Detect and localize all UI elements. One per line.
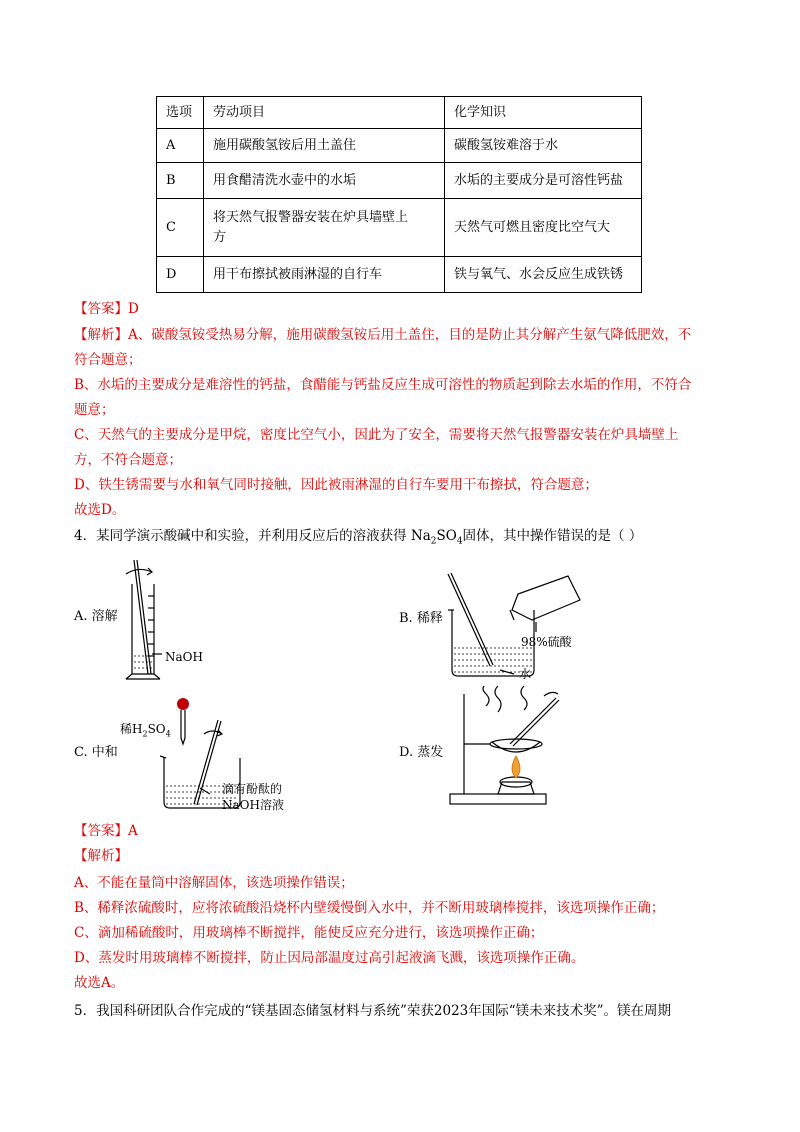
row-item-line1: 将天然气报警器安装在炉具墙壁上 <box>213 209 409 225</box>
header-option: 选项 <box>157 97 204 129</box>
answer-value: D <box>128 301 139 317</box>
table-header-row <box>157 97 642 129</box>
analysis-text: A、碳酸氢铵受热易分解，施用碳酸氢铵后用土盖住，目的是防止其分解产生氨气降低肥效，不 <box>128 327 692 343</box>
q3-analysis-line: 符合题意； <box>74 352 142 368</box>
q4-analysis-line: B、稀释浓硫酸时，应将浓硫酸沿烧杯内壁缓慢倒入水中，并不断用玻璃棒搅拌，该选项操作正确； <box>74 900 665 916</box>
rotation-arrow <box>544 692 558 696</box>
table-row <box>157 199 642 257</box>
dropper-bulb <box>177 698 189 710</box>
acid-subscript: 2 <box>142 729 148 739</box>
option-a-label: A. 溶解 <box>74 609 118 624</box>
header-labor-item: 劳动项目 <box>204 97 445 129</box>
q4-stem <box>74 526 642 552</box>
alcohol-lamp <box>498 782 534 794</box>
row-option: D <box>157 257 204 293</box>
row-option: C <box>157 199 204 257</box>
acid-part: 稀H <box>120 722 143 736</box>
q4-answer <box>74 821 138 841</box>
dilution-figure <box>440 570 590 682</box>
row-option: B <box>157 163 204 199</box>
row-item <box>204 199 445 257</box>
q3-analysis-line: B、水垢的主要成分是难溶性的钙盐，食醋能与钙盐反应生成可溶性的物质起到除去水垢的作用，不符合 <box>74 377 692 393</box>
q3-answer <box>74 299 139 319</box>
q3-analysis-line: D、铁生锈需要与水和氧气同时接触，因此被雨淋湿的自行车要用干布擦拭，符合题意； <box>74 477 598 493</box>
row-item: 用食醋清洗水壶中的水垢 <box>204 163 445 199</box>
q4-analysis-line: D、蒸发时用玻璃棒不断搅拌，防止因局部温度过高引起液滴飞溅，该选项操作正确。 <box>74 950 585 966</box>
q4-analysis-line: 故选A。 <box>74 975 125 991</box>
stand-base <box>450 794 546 804</box>
q3-analysis-line: 方，不符合题意； <box>74 452 182 468</box>
vapor <box>483 686 489 706</box>
row-item: 用干布擦拭被雨淋湿的自行车 <box>204 257 445 293</box>
reagent-bottle <box>512 576 580 620</box>
iron-ring <box>490 739 542 749</box>
dropper <box>181 710 185 744</box>
q3-analysis-line: 故选D。 <box>74 502 126 518</box>
solution-label-line1: 滴有酚酞的 <box>222 782 283 796</box>
q3-analysis-line: C、天然气的主要成分是甲烷，密度比空气小，因此为了安全，需要将天然气报警器安装在炉具墙壁上 <box>74 427 679 443</box>
q3-analysis-line: 题意； <box>74 402 115 418</box>
acid-subscript: 4 <box>165 729 171 739</box>
row-knowledge: 碳酸氢铵难溶于水 <box>445 129 642 163</box>
q4-analysis-tag: 【解析】 <box>74 848 128 864</box>
row-item: 施用碳酸氢铵后用土盖住 <box>204 129 445 163</box>
options-table <box>156 96 642 293</box>
glass-rod <box>134 560 148 674</box>
table-row <box>157 129 642 163</box>
table-row <box>157 257 642 293</box>
option-b-label: B. 稀释 <box>399 611 443 626</box>
table-row <box>157 163 642 199</box>
naoh-label: NaOH <box>165 650 203 664</box>
sulfuric-acid-label: 98%硫酸 <box>521 635 572 649</box>
row-knowledge: 铁与氧气、水会反应生成铁锈 <box>445 257 642 293</box>
header-chem-knowledge: 化学知识 <box>445 97 642 129</box>
answer-tag: 【答案】 <box>74 823 128 839</box>
glass-rod <box>510 698 556 744</box>
q4-analysis-line: C、滴加稀硫酸时，用玻璃棒不断搅拌，能使反应充分进行，该选项操作正确； <box>74 925 544 941</box>
option-c-label: C. 中和 <box>74 745 118 760</box>
stem-part: 固体，其中操作错误的是（ ） <box>462 528 643 544</box>
option-d-label: D. 蒸发 <box>399 745 444 760</box>
stem-subscript: 4 <box>456 536 463 547</box>
q5-stem: 5．我国科研团队合作完成的“镁基固态储氢材料与系统”荣获2023年国际“镁未来技术奖”。镁在周期 <box>74 1003 672 1019</box>
q4-analysis-line: A、不能在量筒中溶解固体，该选项操作错误； <box>74 875 354 891</box>
acid-part: SO <box>147 722 166 736</box>
stem-part: 4．某同学演示酸碱中和实验，并利用反应后的溶液获得 Na <box>74 528 431 544</box>
q3-analysis-line <box>74 325 691 345</box>
evaporation-figure <box>446 686 576 810</box>
graduated-cylinder-figure <box>118 556 218 686</box>
flame <box>512 756 520 778</box>
answer-tag: 【答案】 <box>74 301 128 317</box>
solution-label-line2: NaOH溶液 <box>222 798 284 812</box>
row-option: A <box>157 129 204 163</box>
water-label: 水 <box>519 667 532 681</box>
glass-rod <box>448 574 490 666</box>
stem-part: SO <box>436 528 457 544</box>
answer-value: A <box>128 823 138 839</box>
stem-subscript: 2 <box>430 536 437 547</box>
row-knowledge: 天然气可燃且密度比空气大 <box>445 199 642 257</box>
row-knowledge: 水垢的主要成分是可溶性钙盐 <box>445 163 642 199</box>
row-item-line2: 方 <box>213 229 227 245</box>
analysis-tag: 【解析】 <box>74 327 128 343</box>
